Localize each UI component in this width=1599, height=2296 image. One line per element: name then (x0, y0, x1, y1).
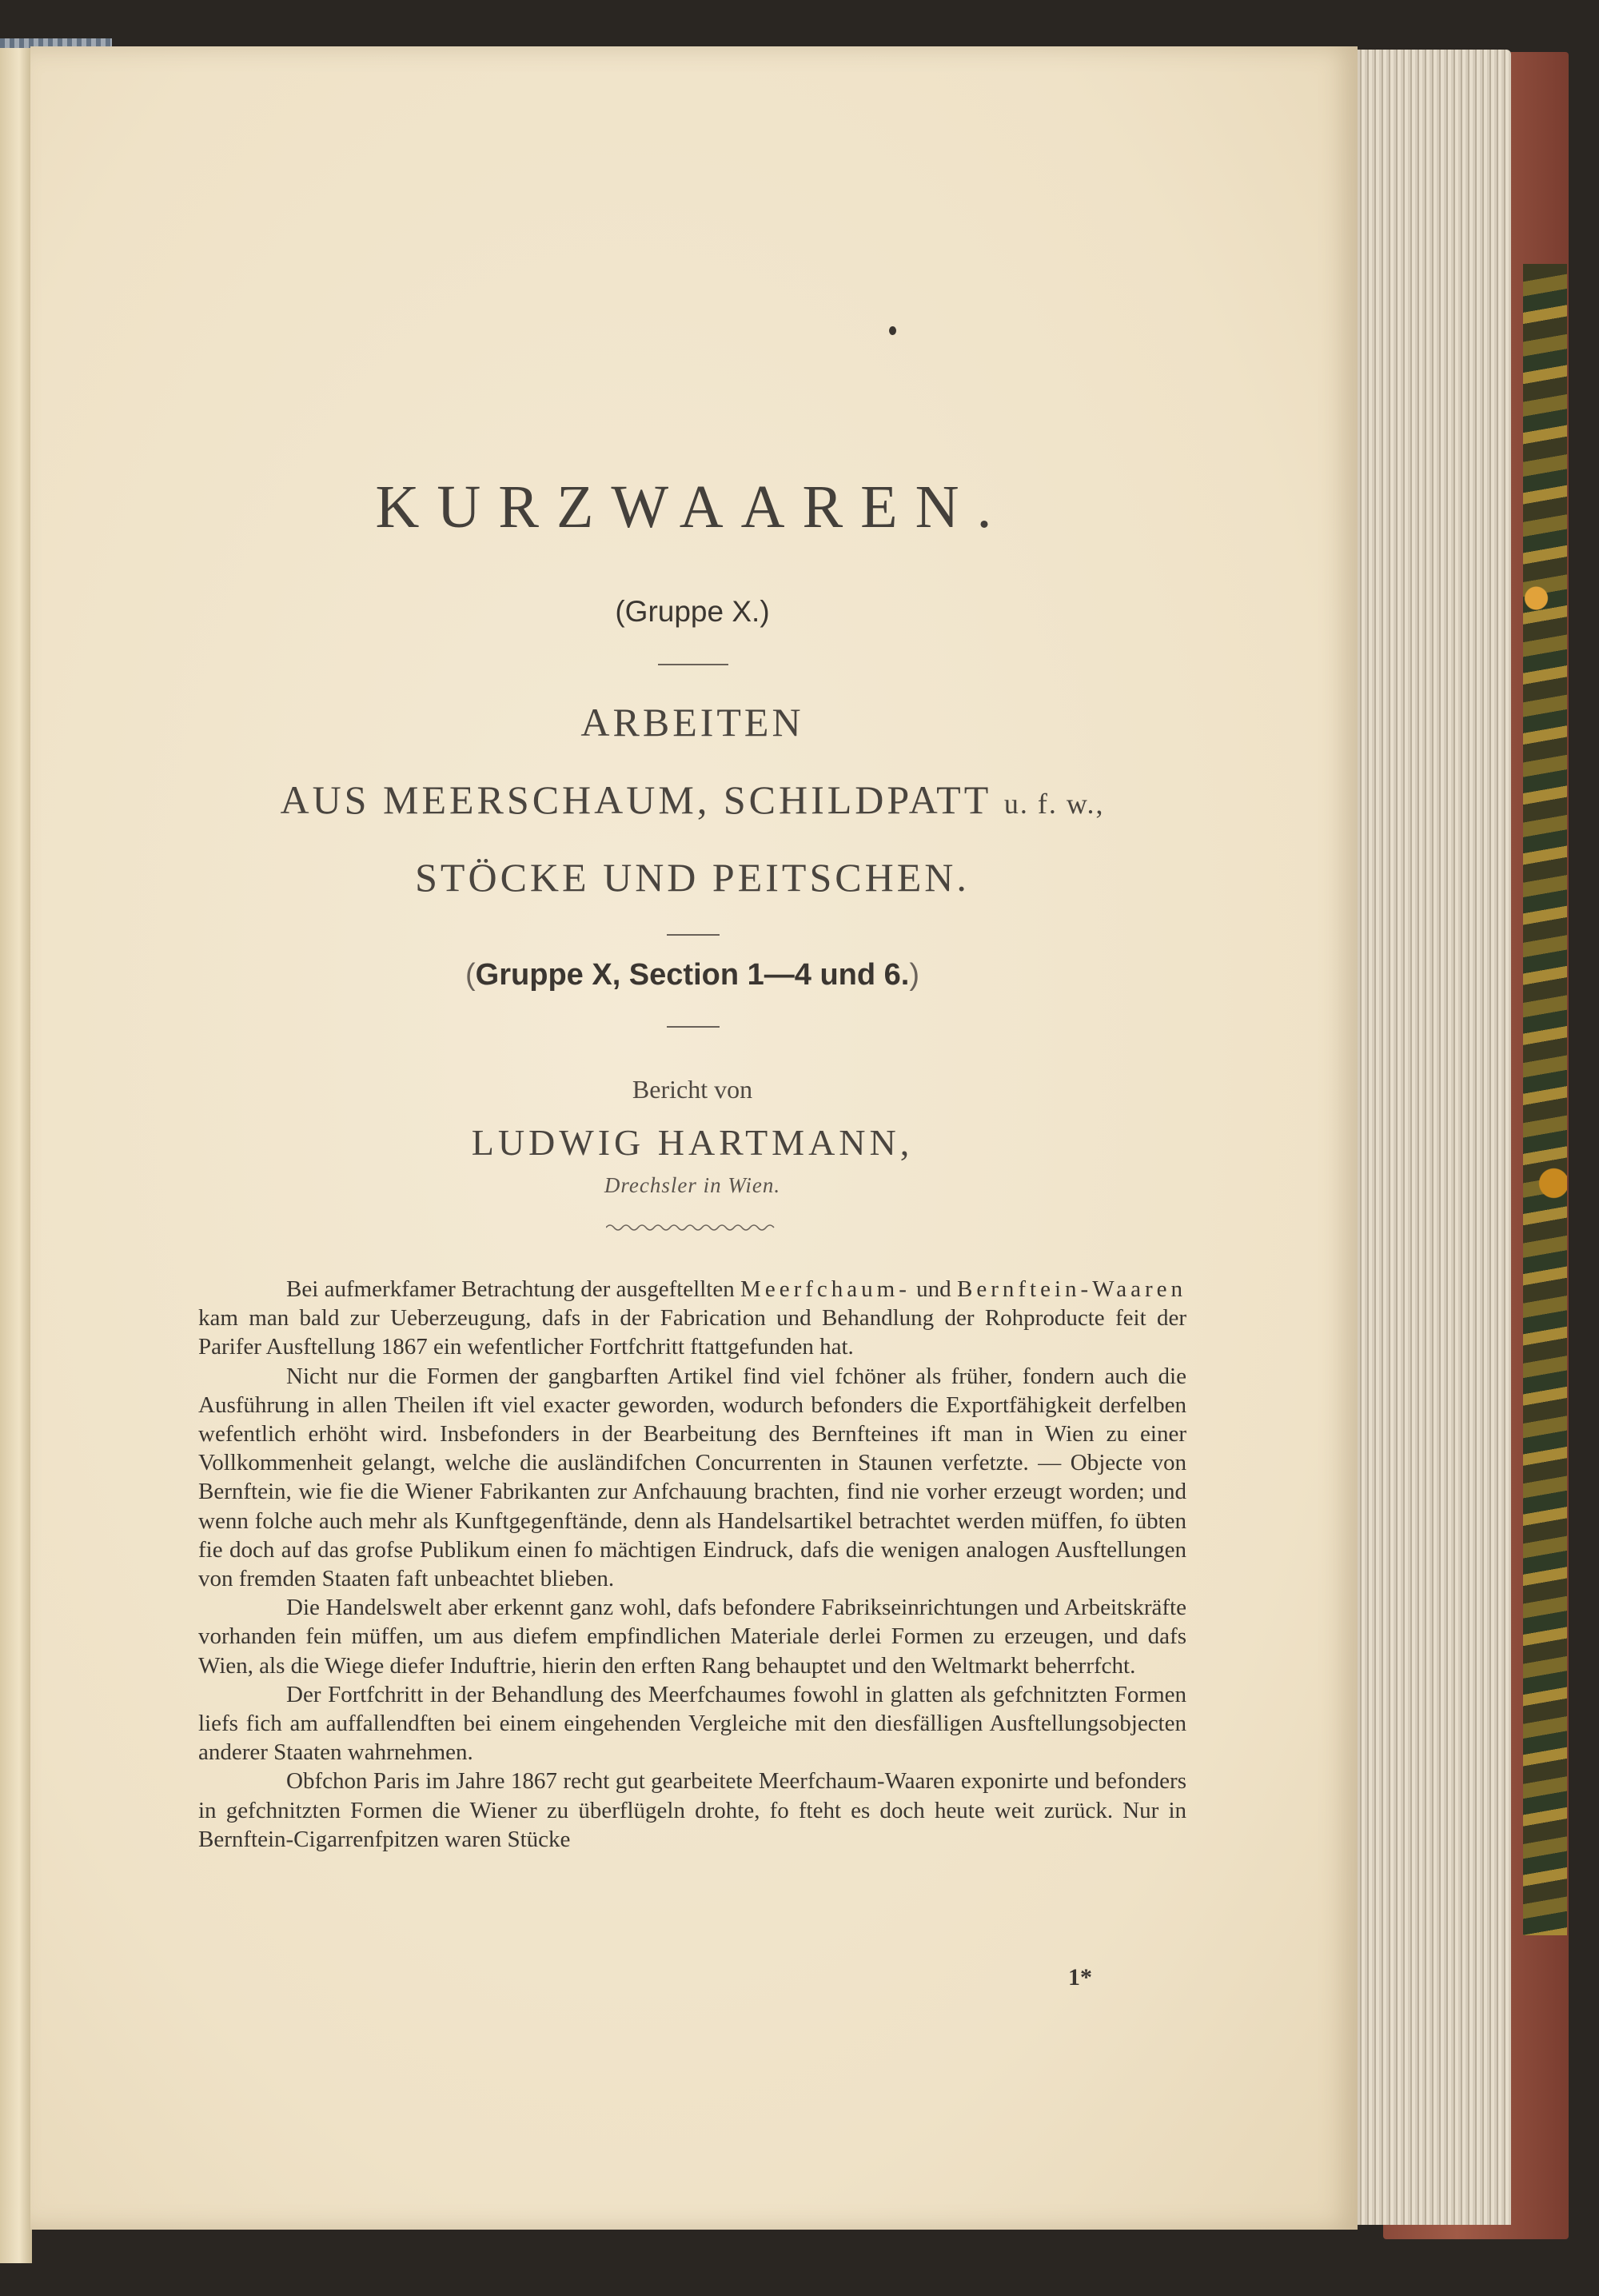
subtitle-line-3: STÖCKE UND PEITSCHEN. (415, 855, 970, 900)
author-name: LUDWIG HARTMANN, (471, 1122, 914, 1163)
subtitle-line-2-main: AUS MEERSCHAUM, SCHILDPATT (280, 777, 991, 822)
subtitle-line-2 (198, 777, 1186, 823)
section-label (198, 958, 1186, 992)
paragraph (198, 1275, 1186, 1362)
book-page (30, 46, 1358, 2230)
ink-spot (889, 326, 896, 335)
section-close-paren: ) (909, 958, 919, 992)
paragraph-text: Bei aufmerkfamer Betrachtung der ausgeftellten (286, 1276, 741, 1302)
page-block-edges (1343, 50, 1511, 2225)
signature-mark: 1* (1068, 1964, 1092, 1991)
author-role: Drechsler in Wien. (604, 1173, 781, 1197)
paragraph: Nicht nur die Formen der gangbarften Artikel find viel fchöner als früher, fondern auch die Ausführung in allen Theilen ift viel exacter geworden, wodurch befonders die Exportfähigkeit derfelben wefentlich erhöht wird. Insbefonders in der Bearbeitung des Bernfteines ift man in Wien zu einer Vollkommenheit gelangt, welche die ausländifchen Concurrenten in Staunen verfetzte. — Objecte von Bernftein, wie fie die Wiener Fabrikanten zur Anfchauung brachten, find nie vorher erzeugt worden; und wenn folche auch mehr als Kunftgegenftände, denn als Handelsartikel betrachtet werden müffen, fo übten fie doch auf das grofse Publikum einen fo mächtigen Eindruck, dafs die wenigen analogen Ausftellungen von fremden Staaten faft unbeachtet blieben. (198, 1363, 1186, 1592)
paragraph-text: und (910, 1276, 958, 1302)
ornament-squiggle (606, 1222, 779, 1233)
marbled-endpaper (1523, 264, 1567, 1935)
spaced-term: Meerfchaum- (740, 1276, 911, 1302)
paragraph: Der Fortfchritt in der Behandlung des Meerfchaumes fowohl in glatten als gefchnitzten Formen liefs fich am auffallendften bei einem eingehenden Vergleiche mit den diesfälligen Ausftellungsobjecten anderer Staaten wahrnehmen. (198, 1681, 1186, 1766)
spaced-term: Bernftein-Waaren (957, 1276, 1187, 1302)
page-title: KURZWAAREN. (375, 473, 1010, 541)
section-text: Gruppe X, Section 1—4 und 6. (475, 958, 910, 992)
paragraph-text: kam man bald zur Ueberzeugung, dafs in der Fabrication und Behandlung der Rohproducte feit der Parifer Ausftellung 1867 ein wefentlicher Fortfchritt ftattgefunden hat. (198, 1305, 1186, 1360)
paragraph: Obfchon Paris im Jahre 1867 recht gut gearbeitete Meerfchaum-Waaren exponirte und befonders in gefchnitzten Formen die Wiener zu überflügeln drohte, fo fteht es doch heute weit zurück. Nur in Bernftein-Cigarrenfpitzen waren Stücke (198, 1768, 1186, 1852)
subtitle-line-1: ARBEITEN (580, 700, 804, 745)
facing-page-edge (0, 48, 32, 2263)
article-body (198, 1275, 1186, 1854)
divider (658, 664, 728, 665)
paragraph: Die Handelswelt aber erkennt ganz wohl, dafs befondere Fabrikseinrichtungen und Arbeitskräfte vorhanden fein müffen, um aus diefem empfindlichen Materiale derlei Formen zu erzeugen, und dafs Wien, als die Wiege diefer Induftrie, hierin den erften Rang behauptet und den Weltmarkt beherrfcht. (198, 1595, 1186, 1679)
subtitle-line-2-suffix: u. f. w., (1003, 788, 1105, 820)
section-open-paren: ( (465, 958, 476, 992)
byline-intro: Bericht von (632, 1075, 753, 1104)
divider (667, 934, 720, 936)
group-label: (Gruppe X.) (615, 595, 770, 628)
divider (667, 1026, 720, 1028)
